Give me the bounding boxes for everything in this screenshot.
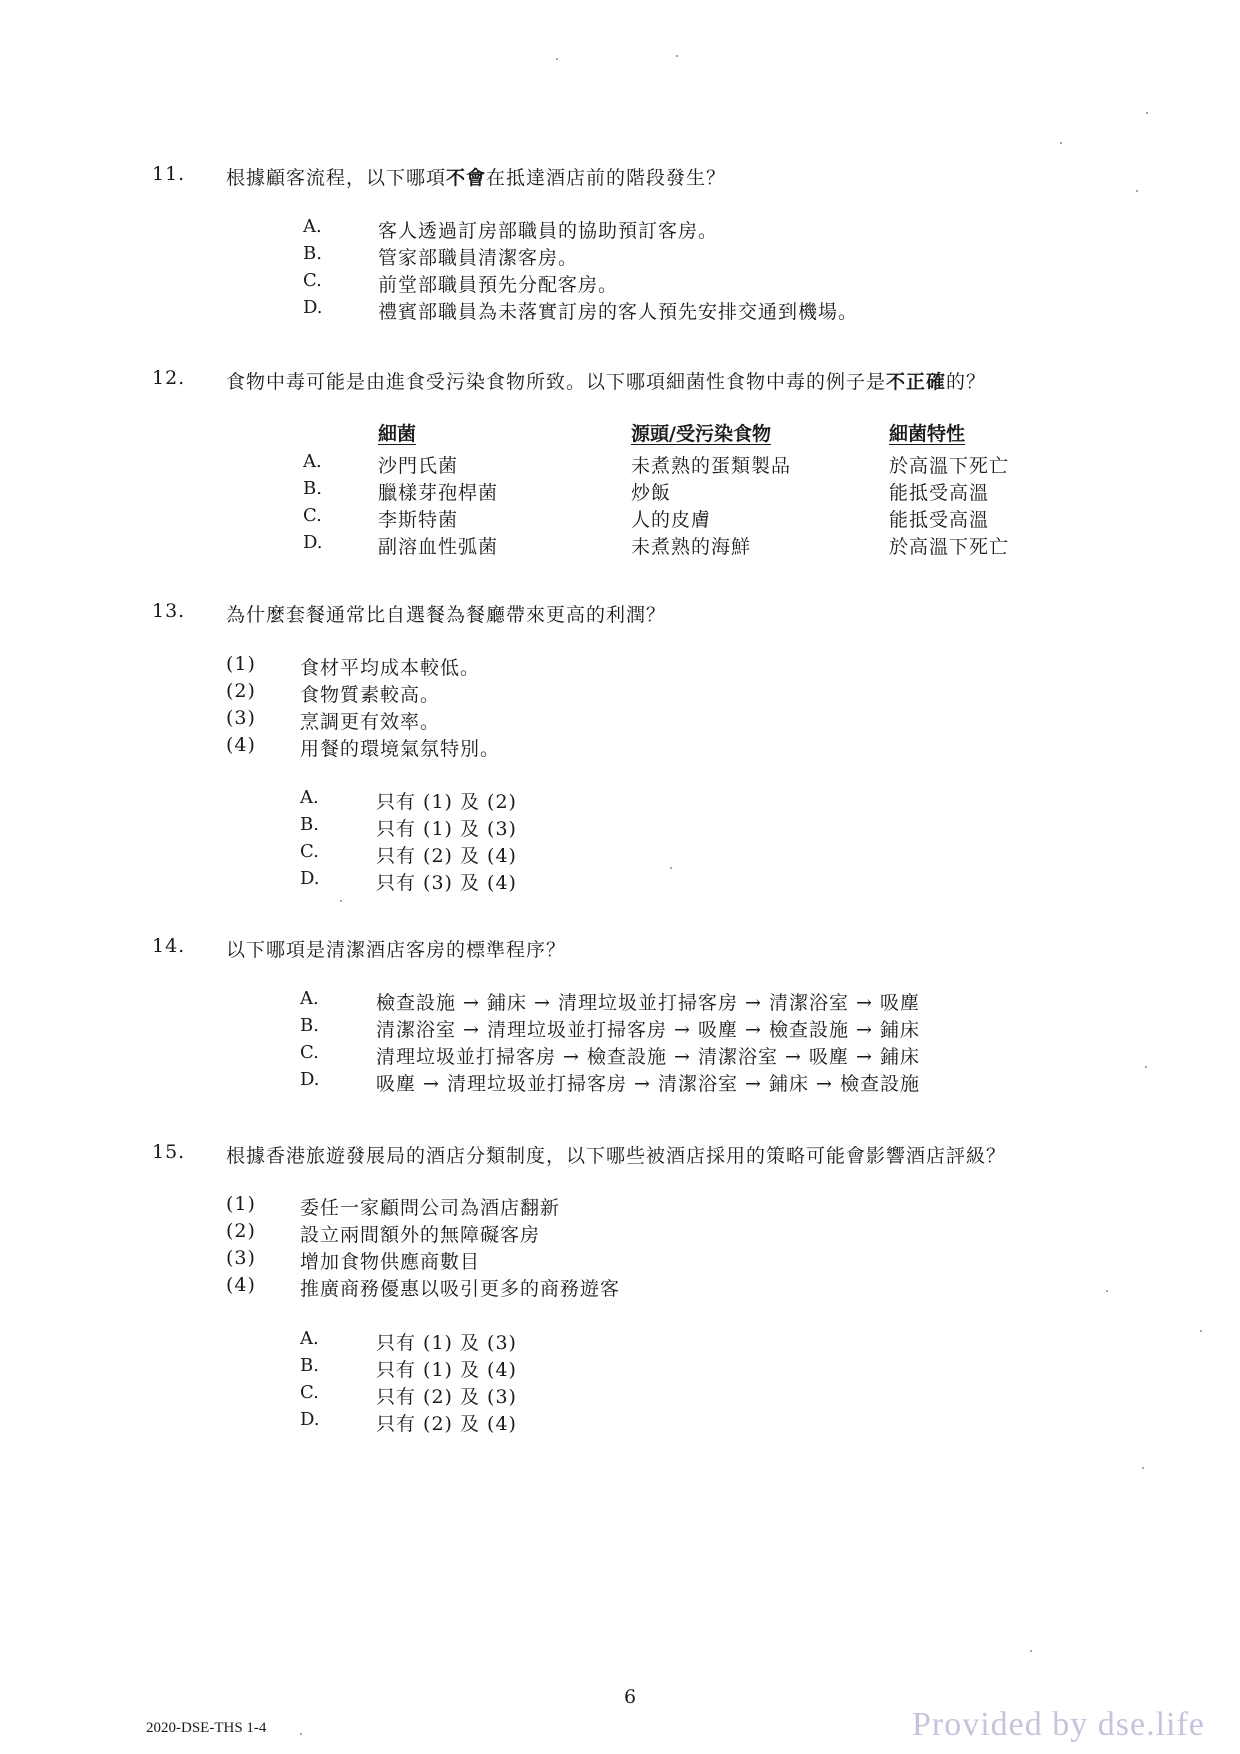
page-number: 6 [624,1686,637,1708]
option-text: 清潔浴室 → 清理垃圾並打掃客房 → 吸塵 → 檢查設施 → 鋪床 [376,1019,920,1041]
question-text-part: 根據顧客流程，以下哪項 [226,167,447,189]
watermark: Provided by dse.life [912,1706,1205,1743]
table-cell-source: 人的皮膚 [631,509,712,531]
scan-speck [1142,1467,1144,1469]
option-text: 只有 (1) 及 (2) [376,791,517,813]
statement-number: (4) [226,1274,256,1296]
table-cell-source: 炒飯 [631,482,672,504]
option-text: 禮賓部職員為未落實訂房的客人預先安排交通到機場。 [378,301,859,323]
question-number: 14. [152,935,186,957]
question-text: 以下哪項是清潔酒店客房的標準程序？ [226,939,567,961]
scan-speck [1136,190,1138,192]
statement-text: 增加食物供應商數目 [300,1251,481,1273]
statement-number: (3) [226,707,256,729]
statement-text: 食物質素較高。 [300,684,441,706]
question-number: 13. [152,600,186,622]
option-text: 清理垃圾並打掃客房 → 檢查設施 → 清潔浴室 → 吸塵 → 鋪床 [376,1046,920,1068]
scan-speck [1146,112,1148,114]
option-text: 只有 (2) 及 (4) [376,1413,517,1435]
question-text: 根據香港旅遊發展局的酒店分類制度，以下哪些被酒店採用的策略可能會影響酒店評級？ [226,1145,1007,1167]
table-cell-trait: 於高溫下死亡 [889,455,1010,477]
scan-speck [340,900,342,902]
option-text: 只有 (2) 及 (3) [376,1386,517,1408]
option-letter: D. [303,532,323,553]
question-text-part: 食物中毒可能是由進食受污染食物所致。以下哪項細菌性食物中毒的例子是 [226,371,887,393]
question-number: 12. [152,367,186,389]
option-text: 前堂部職員預先分配客房。 [378,274,619,296]
option-letter: A. [300,988,319,1009]
option-text: 檢查設施 → 鋪床 → 清理垃圾並打掃客房 → 清潔浴室 → 吸塵 [376,992,920,1014]
option-letter: B. [303,478,322,499]
question-text [226,163,726,190]
option-text: 只有 (3) 及 (4) [376,872,517,894]
option-letter: D. [300,868,320,889]
option-text: 只有 (1) 及 (3) [376,818,517,840]
option-letter: A. [303,216,322,237]
option-letter: B. [303,243,322,264]
statement-text: 食材平均成本較低。 [300,657,481,679]
option-text: 客人透過訂房部職員的協助預訂客房。 [378,220,719,242]
option-letter: A. [303,451,322,472]
table-cell-bacteria: 李斯特菌 [378,509,459,531]
option-letter: B. [300,814,319,835]
option-letter: A. [300,1328,319,1349]
option-letter: B. [300,1015,319,1036]
option-letter: D. [303,297,323,318]
question-number: 11. [152,163,186,185]
option-letter: C. [300,841,319,862]
statement-number: (1) [226,653,256,675]
scan-speck [676,55,678,57]
paper-code: 2020-DSE-THS 1-4 [146,1720,267,1736]
scan-speck [670,867,672,869]
statement-number: (1) [226,1193,256,1215]
option-letter: A. [300,787,319,808]
statement-text: 用餐的環境氣氛特別。 [300,738,501,760]
statement-text: 設立兩間額外的無障礙客房 [300,1224,541,1246]
scan-speck [556,58,558,60]
question-text-part: 在抵達酒店前的階段發生？ [486,167,727,189]
table-cell-bacteria: 沙門氏菌 [378,455,459,477]
scan-speck [1145,1066,1147,1068]
option-letter: C. [303,270,322,291]
scan-speck [1030,1650,1032,1652]
table-cell-source: 未煮熟的海鮮 [631,536,752,558]
option-text: 吸塵 → 清理垃圾並打掃客房 → 清潔浴室 → 鋪床 → 檢查設施 [376,1073,920,1095]
question-text [226,367,986,394]
scan-speck [300,1733,302,1735]
table-cell-bacteria: 臘樣芽孢桿菌 [378,482,499,504]
option-letter: C. [300,1042,319,1063]
statement-number: (2) [226,680,256,702]
option-letter: B. [300,1355,319,1376]
scan-speck [1060,142,1062,144]
option-text: 只有 (1) 及 (3) [376,1332,517,1354]
table-cell-source: 未煮熟的蛋類製品 [631,455,792,477]
statement-text: 推廣商務優惠以吸引更多的商務遊客 [300,1278,621,1300]
question-text-part: 的？ [946,371,987,393]
question-emphasis: 不會 [446,167,487,189]
column-header-trait: 細菌特性 [889,423,966,445]
table-cell-trait: 於高溫下死亡 [889,536,1010,558]
statement-number: (3) [226,1247,256,1269]
option-letter: D. [300,1069,320,1090]
column-header-source: 源頭/受污染食物 [631,423,771,445]
option-text: 只有 (2) 及 (4) [376,845,517,867]
column-header-bacteria: 細菌 [378,423,417,445]
question-number: 15. [152,1141,186,1163]
option-letter: C. [303,505,322,526]
statement-text: 烹調更有效率。 [300,711,441,733]
statement-text: 委任一家顧問公司為酒店翻新 [300,1197,561,1219]
option-letter: D. [300,1409,320,1430]
question-text: 為什麼套餐通常比自選餐為餐廳帶來更高的利潤？ [226,604,667,626]
scan-speck [1106,1290,1108,1292]
option-text: 只有 (1) 及 (4) [376,1359,517,1381]
table-cell-bacteria: 副溶血性弧菌 [378,536,499,558]
table-cell-trait: 能抵受高溫 [889,509,990,531]
table-cell-trait: 能抵受高溫 [889,482,990,504]
question-emphasis: 不正確 [886,371,947,393]
statement-number: (4) [226,734,256,756]
option-text: 管家部職員清潔客房。 [378,247,579,269]
scan-speck [1200,1330,1202,1332]
statement-number: (2) [226,1220,256,1242]
option-letter: C. [300,1382,319,1403]
